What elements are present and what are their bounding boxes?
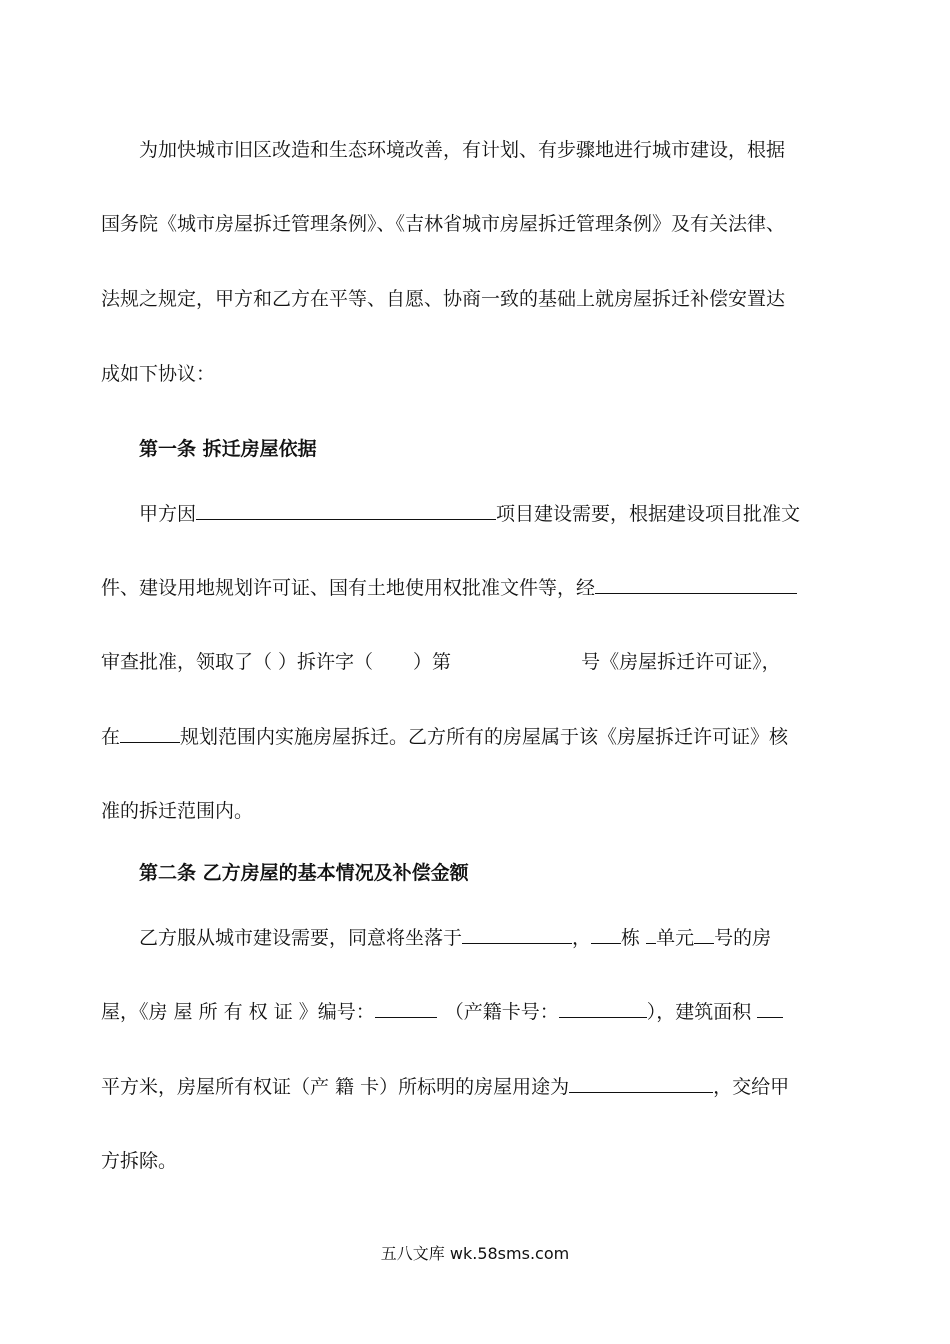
property-card-number-blank[interactable] (559, 998, 647, 1018)
floor-area-blank[interactable] (757, 998, 783, 1018)
intro-line-2 (101, 211, 821, 237)
intro-line-4 (101, 361, 821, 387)
article1-text-4a: 在 (101, 726, 121, 748)
certificate-number-blank[interactable] (375, 998, 437, 1018)
page-footer (0, 1243, 950, 1265)
intro-text-4: 成如下协议： (101, 363, 216, 385)
article2-line-3 (101, 1073, 821, 1100)
footer-watermark-text: 五八文库 wk.58sms.com (380, 1244, 570, 1263)
planning-scope-blank[interactable] (120, 723, 180, 743)
article2-text-1a: 乙方服从城市建设需要，同意将坐落于 (139, 927, 463, 949)
unit-blank[interactable] (646, 924, 656, 944)
article2-text-3b: ，交给甲 (713, 1076, 790, 1098)
article2-text-1c: 栋 (621, 927, 647, 949)
article2-line-4 (101, 1148, 821, 1174)
article2-text-3a: 平方米，房屋所有权证（产 籍 卡）所标明的房屋用途为 (101, 1076, 570, 1098)
article1-heading-text: 第一条 拆迁房屋依据 (139, 438, 317, 460)
room-number-blank[interactable] (694, 924, 714, 944)
article1-line-4 (101, 723, 821, 750)
article2-heading-text: 第二条 乙方房屋的基本情况及补偿金额 (139, 862, 469, 884)
article1-text-1b: 项目建设需要，根据建设项目批准文 (496, 503, 801, 525)
intro-line-1 (139, 137, 859, 163)
article2-text-4: 方拆除。 (101, 1150, 178, 1172)
article1-text-4b: 规划范围内实施房屋拆迁。乙方所有的房屋属于该《房屋拆迁许可证》核 (180, 726, 789, 748)
article1-text-3c: 号《房屋拆迁许可证》， (581, 651, 781, 673)
building-blank[interactable] (591, 924, 621, 944)
intro-text-2: 国务院《城市房屋拆迁管理条例》、《吉林省城市房屋拆迁管理条例》及有关法律、 (101, 213, 786, 235)
article1-heading (139, 436, 859, 462)
article1-line-5 (101, 798, 821, 824)
intro-line-3 (101, 286, 821, 312)
article1-line-1 (139, 500, 859, 527)
article2-text-1b: ， (572, 927, 592, 949)
article1-line-2 (101, 574, 821, 601)
article1-text-5: 准的拆迁范围内。 (101, 800, 254, 822)
intro-text-1: 为加快城市旧区改造和生态环境改善，有计划、有步骤地进行城市建设，根据 (139, 139, 786, 161)
intro-text-3: 法规之规定，甲方和乙方在平等、自愿、协商一致的基础上就房屋拆迁补偿安置达 (101, 288, 786, 310)
article2-line-1 (139, 924, 859, 951)
article1-text-2a: 件、建设用地规划许可证、国有土地使用权批准文件等，经 (101, 577, 596, 599)
article2-text-2b: （产籍卡号： (444, 1001, 559, 1023)
article2-text-2c: ），建筑面积 (646, 1001, 752, 1023)
article1-text-1a: 甲方因 (139, 503, 197, 525)
article2-text-1e: 号的房 (714, 927, 772, 949)
article1-text-3a: 审查批准，领取了（ ）拆许字（ (101, 651, 374, 673)
article2-heading (139, 860, 859, 886)
article1-line-3 (101, 649, 821, 675)
approval-authority-blank[interactable] (595, 574, 797, 594)
article1-text-3b: ）第 (413, 651, 452, 673)
article2-line-2 (101, 998, 821, 1025)
article2-text-1d: 单元 (656, 927, 695, 949)
location-blank[interactable] (462, 924, 572, 944)
project-name-blank[interactable] (196, 500, 496, 520)
house-usage-blank[interactable] (569, 1073, 713, 1093)
article2-text-2a: 屋，《房 屋 所 有 权 证 》编号： (101, 1001, 375, 1023)
